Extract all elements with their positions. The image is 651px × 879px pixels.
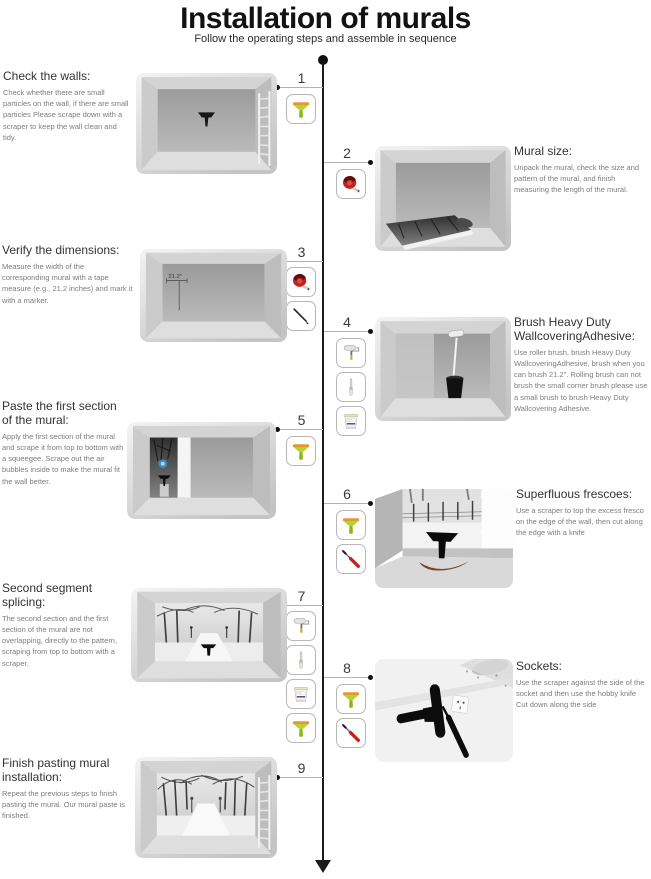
step-1-title: Check the walls:: [3, 69, 91, 83]
brush-icon: [336, 372, 366, 402]
step-7-text: [2, 582, 133, 669]
step-8-connector-dot: [368, 675, 373, 680]
step-6-text: [516, 488, 649, 539]
step-4-connector-dot: [368, 329, 373, 334]
step-3-tools: [286, 267, 316, 331]
timeline-start-dot: [318, 55, 328, 65]
step-3-title: Verify the dimensions:: [2, 243, 120, 257]
step-1-body: Check whether there are small particles on the wall, if there are small particles Please scrape down with a scraper to keep the wall clean and tidy.: [3, 87, 129, 142]
step-3-body: Measure the width of the corresponding mural with a tape measure (e.g., 21.2 inches) and mark it with a marker.: [2, 261, 133, 305]
tape-measure-icon: [336, 169, 366, 199]
step-5-body: Apply the first section of the mural and scrape it from top to bottom with a squeegee. Scrape out the air bubbles inside to make the mural fit the wall better.: [2, 431, 124, 486]
step-5-tools: [286, 436, 316, 466]
step-8-body: Use the scraper against the side of the socket and then use the hobby knife Cut down along the side: [516, 677, 645, 710]
step-2-title: Mural size:: [514, 144, 573, 158]
step-8-text: [516, 660, 649, 711]
step-1-number: 1: [297, 70, 306, 86]
adhesive-bucket-icon: [286, 679, 316, 709]
step-1-tools: [286, 94, 316, 124]
timeline-line: [322, 60, 324, 862]
step-9-connector: [280, 777, 323, 778]
step-6-connector-dot: [368, 501, 373, 506]
step-5-text: [2, 400, 129, 487]
step-2-photo: [375, 146, 511, 251]
squeegee-icon: [336, 684, 366, 714]
timeline-arrow-down-icon: [315, 860, 331, 873]
step-6-tools: [336, 510, 366, 574]
squeegee-icon: [286, 436, 316, 466]
step-9-text: [2, 757, 129, 821]
tape-measure-icon: [286, 267, 316, 297]
step-2-connector: [324, 162, 370, 163]
step-1-photo: [136, 73, 277, 174]
squeegee-icon: [286, 713, 316, 743]
step-8-number: 8: [343, 660, 351, 676]
step-3-text: [2, 244, 133, 306]
step-2-number: 2: [343, 145, 351, 161]
step-2-connector-dot: [368, 160, 373, 165]
step-3-photo: [140, 249, 287, 342]
brush-icon: [286, 645, 316, 675]
step-6-number: 6: [343, 486, 351, 502]
step-1-connector: [280, 87, 323, 88]
step-9-photo: [135, 757, 277, 858]
roller-icon: [336, 338, 366, 368]
step-6-body: Use a scraper to top the excess fresco on the edge of the wall, then cut along the edge with a knife: [516, 505, 644, 538]
dimension-label: 21.2": [168, 273, 182, 280]
step-8-title: Sockets:: [516, 659, 563, 673]
step-2-tools: [336, 169, 366, 199]
marker-icon: [286, 301, 316, 331]
step-7-photo: [131, 588, 287, 682]
step-4-connector: [324, 331, 370, 332]
knife-icon: [336, 718, 366, 748]
step-6-title: Superfluous frescoes:: [516, 487, 633, 501]
roller-icon: [286, 611, 316, 641]
step-7-tools: [286, 611, 316, 743]
squeegee-icon: [336, 510, 366, 540]
step-6-connector: [324, 503, 370, 504]
step-7-body: The second section and the first section of the mural are not overlapping, directly to the pattern, scraping from top to bottom with a scraper.: [2, 613, 118, 668]
step-5-number: 5: [297, 412, 306, 428]
step-4-number: 4: [343, 314, 351, 330]
knife-icon: [336, 544, 366, 574]
step-5-photo: [127, 422, 276, 519]
step-5-title: Paste the first section of the mural:: [2, 399, 117, 427]
step-9-body: Repeat the previous steps to finish pasting the mural. Our mural paste is finished.: [2, 788, 125, 821]
step-7-title: Second segment splicing:: [2, 581, 93, 609]
step-8-tools: [336, 684, 366, 748]
step-4-title: Brush Heavy Duty WallcoveringAdhesive:: [514, 315, 635, 343]
page-subtitle: Follow the operating steps and assemble in sequence: [194, 33, 457, 45]
page-title: Installation of murals: [180, 2, 471, 35]
step-2-text: [514, 145, 648, 196]
step-4-tools: [336, 338, 366, 436]
step-9-title: Finish pasting mural installation:: [2, 756, 110, 784]
step-5-connector: [280, 429, 323, 430]
squeegee-icon: [286, 94, 316, 124]
step-9-number: 9: [297, 760, 306, 776]
adhesive-bucket-icon: [336, 406, 366, 436]
step-4-body: Use roller brush, brush Heavy Duty WallcoveringAdhesive, brush when you can brush 21.2". Rolling brush can not brush the small corner brush please use a small brush to brush Heavy Duty Wallcovering Adhesive.: [514, 347, 648, 413]
step-4-text: [514, 316, 650, 414]
step-6-photo: [375, 489, 513, 588]
step-8-photo: [375, 659, 513, 762]
step-4-photo: [375, 317, 511, 421]
step-3-number: 3: [297, 244, 306, 260]
step-1-text: [3, 70, 132, 143]
step-8-connector: [324, 677, 370, 678]
step-7-number: 7: [297, 588, 306, 604]
step-2-body: Unpack the mural, check the size and pattern of the mural, and finish measuring the length of the mural.: [514, 162, 640, 195]
